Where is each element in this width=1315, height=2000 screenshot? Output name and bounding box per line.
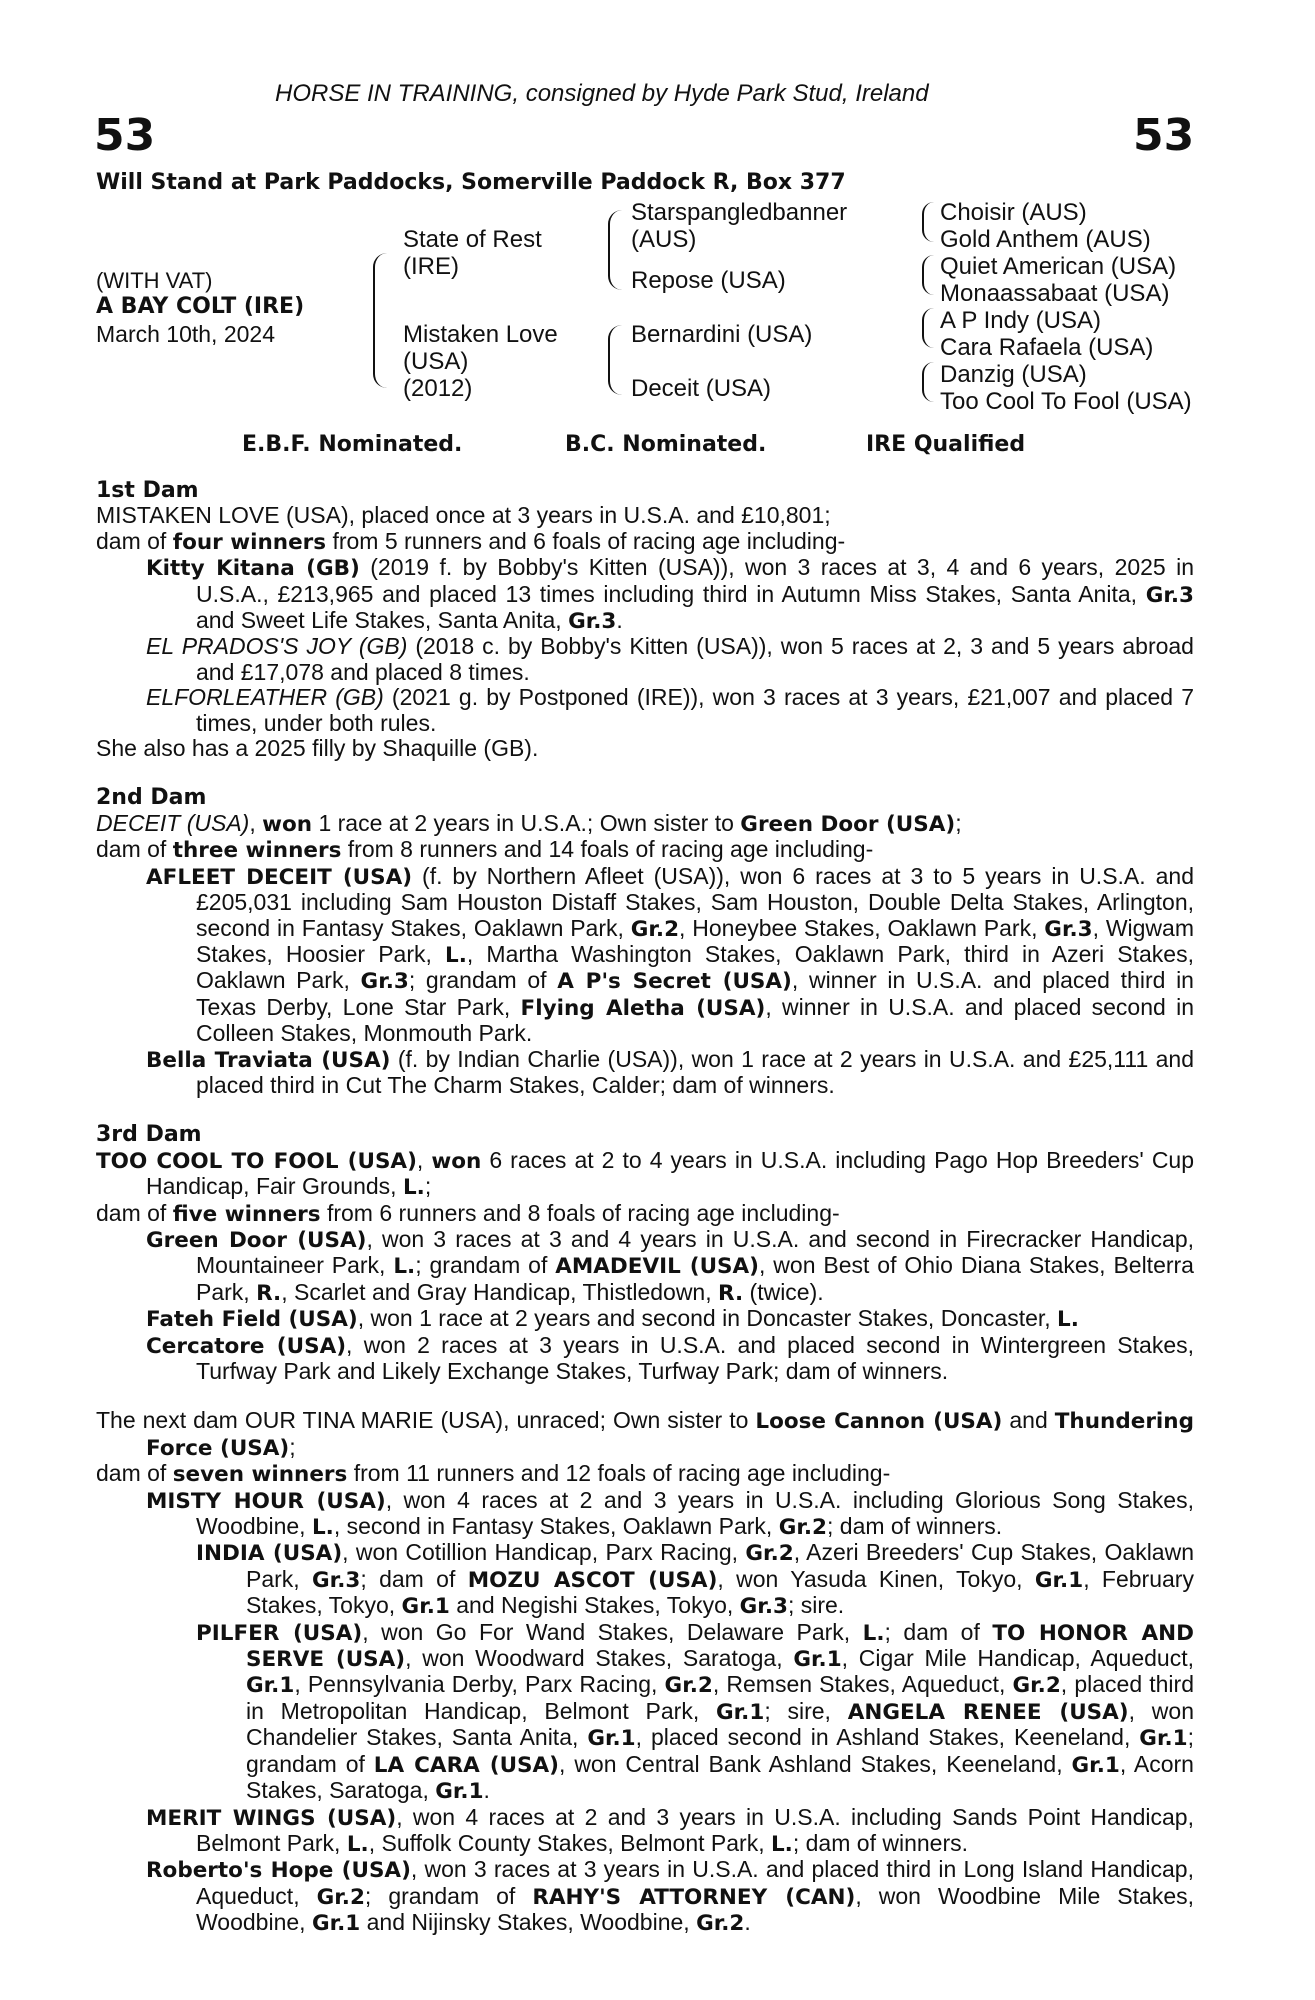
foaling-date: March 10th, 2024 (96, 321, 276, 347)
second-dam-line: DECEIT (USA), won 1 race at 2 years in U.S.A.; Own sister to Green Door (USA); (96, 809, 962, 837)
third-dam-heading: 3rd Dam (96, 1122, 202, 1148)
ancestor-3: Quiet American (USA) (940, 253, 1177, 280)
sire-country: (IRE) (403, 253, 459, 280)
dam-name: Mistaken Love (403, 321, 558, 348)
produce-entry: Fateh Field (USA), won 1 race at 2 years and second in Doncaster Stakes, Doncaster, L. (146, 1305, 1079, 1333)
dam-country: (USA) (403, 348, 469, 375)
produce-entry: AFLEET DECEIT (USA) (f. by Northern Afleet (USA)), won 6 races at 3 to 5 years in U.S.A. and £205,031 including Sam Houston Distaff Stakes, Sam Houston, Double Delta Stakes, Arlington, second in Fantasy Stakes, Oaklawn Park, Gr.2, Honeybee Stakes, Oaklawn Park, Gr.3, Wigwam Stakes, Hoosier Park, L., Martha Washington Stakes, Oaklawn Park, third in Azeri Stakes, Oaklawn Park, Gr.3; grandam of A P's Secret (USA), winner in U.S.A. and placed third in Texas Derby, Lone Star Park, Flying Aletha (USA), winner in U.S.A. and placed second in Colleen Stakes, Monmouth Park. (146, 862, 1194, 1047)
first-dam-produce-line: dam of four winners from 5 runners and 6 foals of racing age including- (96, 527, 846, 555)
dam-year: (2012) (403, 375, 473, 402)
second-dam-heading: 2nd Dam (96, 785, 207, 811)
ancestor-2: Gold Anthem (AUS) (940, 226, 1151, 253)
second-dam-produce-line: dam of three winners from 8 runners and 14 foals of racing age including- (96, 836, 874, 864)
ancestor-7: Danzig (USA) (940, 361, 1087, 388)
produce-entry: Roberto's Hope (USA), won 3 races at 3 years in U.S.A. and placed third in Long Island Handicap, Aqueduct, Gr.2; grandam of RAHY'S ATTORNEY (CAN), won Woodbine Mile Stakes, Woodbine, Gr.1 and Nijinsky Stakes, Woodbine, Gr.2. (146, 1856, 1195, 1937)
next-dam-line: The next dam OUR TINA MARIE (USA), unraced; Own sister to Loose Cannon (USA) and Thundering Force (USA); (96, 1407, 1194, 1461)
produce-entry: Kitty Kitana (GB) (2019 f. by Bobby's Kitten (USA)), won 3 races at 3, 4 and 6 years, 2025 in U.S.A., £213,965 and placed 13 times including third in Autumn Miss Stakes, Santa Anita, Gr.3 and Sweet Life Stakes, Santa Anita, Gr.3. (146, 554, 1195, 635)
first-dam-heading: 1st Dam (96, 478, 199, 503)
horse-name: A BAY COLT (IRE) (96, 294, 305, 319)
pedigree-brace-main (373, 253, 389, 388)
produce-entry-sub: PILFER (USA), won Go For Wand Stakes, Delaware Park, L.; dam of TO HONOR AND SERVE (USA), won Woodward Stakes, Saratoga, Gr.1, Cigar Mile Handicap, Aqueduct, Gr.1, Pennsylvania Derby, Parx Racing, Gr.2, Remsen Stakes, Aqueduct, Gr.2, placed third in Metropolitan Handicap, Belmont Park, Gr.1; sire, ANGELA RENEE (USA), won Chandelier Stakes, Santa Anita, Gr.1, placed second in Ashland Stakes, Keeneland, Gr.1; grandam of LA CARA (USA), won Central Bank Ashland Stakes, Keeneland, Gr.1, Acorn Stakes, Saratoga, Gr.1. (196, 1618, 1195, 1805)
third-dam-produce-line: dam of five winners from 6 runners and 8 foals of racing age including- (96, 1199, 840, 1227)
produce-entry: Green Door (USA), won 3 races at 3 and 4 years in U.S.A. and second in Firecracker Handicap, Mountaineer Park, L.; grandam of AMADEVIL (USA), won Best of Ohio Diana Stakes, Belterra Park, R., Scarlet and Gray Handicap, Thistledown, R. (twice). (146, 1225, 1195, 1306)
third-dam-line: TOO COOL TO FOOL (USA), won 6 races at 2 to 4 years in U.S.A. including Pago Hop Breeders' Cup Handicap, Fair Grounds, L.; (96, 1146, 1195, 1201)
sire-name: State of Rest (403, 226, 542, 253)
stable-location: Will Stand at Park Paddocks, Somerville Paddock R, Box 377 (96, 170, 846, 195)
next-dam-produce-line: dam of seven winners from 11 runners and 12 foals of racing age including- (96, 1460, 891, 1488)
produce-entry: Bella Traviata (USA) (f. by Indian Charlie (USA)), won 1 race at 2 years in U.S.A. and £25,111 and placed third in Cut The Charm Stakes, Calder; dam of winners. (146, 1045, 1194, 1098)
ancestor-8: Too Cool To Fool (USA) (940, 388, 1192, 415)
consignment-header: HORSE IN TRAINING, consigned by Hyde Park Stud, Ireland (275, 80, 929, 107)
ancestor-5: A P Indy (USA) (940, 307, 1101, 334)
pedigree-brace-g1 (922, 202, 934, 242)
ebf-nomination: E.B.F. Nominated. (242, 432, 463, 457)
sire-dam: Repose (USA) (631, 267, 786, 294)
catalogue-body (96, 478, 1194, 1937)
produce-entry: EL PRADOS'S JOY (GB) (2018 c. by Bobby's Kitten (USA)), won 5 races at 2, 3 and 5 years abroad and £17,078 and placed 8 times. (146, 633, 1194, 685)
first-dam-note: She also has a 2025 filly by Shaquille (GB). (96, 735, 539, 762)
ancestor-6: Cara Rafaela (USA) (940, 334, 1154, 361)
produce-entry: Cercatore (USA), won 2 races at 3 years in U.S.A. and placed second in Wintergreen Stakes, Turfway Park and Likely Exchange Stakes, Turfway Park; dam of winners. (146, 1331, 1195, 1384)
dam-sire: Bernardini (USA) (631, 321, 813, 348)
pedigree-brace-sire (608, 210, 622, 290)
pedigree-brace-g3 (922, 308, 934, 348)
sire-sire-country: (AUS) (631, 226, 697, 253)
bc-nomination: B.C. Nominated. (565, 432, 767, 457)
lot-number-left: 53 (94, 110, 156, 161)
pedigree-brace-g4 (922, 362, 934, 402)
ancestor-4: Monaassabaat (USA) (940, 280, 1170, 307)
lot-number-right: 53 (1133, 110, 1195, 161)
produce-entry: ELFORLEATHER (GB) (2021 g. by Postponed (IRE)), won 3 races at 3 years, £21,007 and placed 7 times, under both rules. (146, 684, 1194, 736)
produce-entry-sub: INDIA (USA), won Cotillion Handicap, Parx Racing, Gr.2, Azeri Breeders' Cup Stakes, Oaklawn Park, Gr.3; dam of MOZU ASCOT (USA), won Yasuda Kinen, Tokyo, Gr.1, February Stakes, Tokyo, Gr.1 and Negishi Stakes, Tokyo, Gr.3; sire. (196, 1539, 1195, 1620)
ancestor-1: Choisir (AUS) (940, 199, 1087, 226)
produce-entry: MISTY HOUR (USA), won 4 races at 2 and 3 years in U.S.A. including Glorious Song Stakes, Woodbine, L., second in Fantasy Stakes, Oaklawn Park, Gr.2; dam of winners. (146, 1486, 1194, 1541)
vat-label: (WITH VAT) (96, 268, 213, 293)
pedigree-brace-g2 (922, 255, 934, 295)
first-dam-line: MISTAKEN LOVE (USA), placed once at 3 years in U.S.A. and £10,801; (96, 502, 831, 529)
ire-qualification: IRE Qualified (866, 432, 1026, 457)
produce-entry: MERIT WINGS (USA), won 4 races at 2 and 3 years in U.S.A. including Sands Point Handicap, Belmont Park, L., Suffolk County Stakes, Belmont Park, L.; dam of winners. (146, 1803, 1194, 1857)
pedigree-brace-dam (608, 325, 622, 395)
sire-sire: Starspangledbanner (631, 199, 848, 226)
dam-dam: Deceit (USA) (631, 375, 772, 402)
